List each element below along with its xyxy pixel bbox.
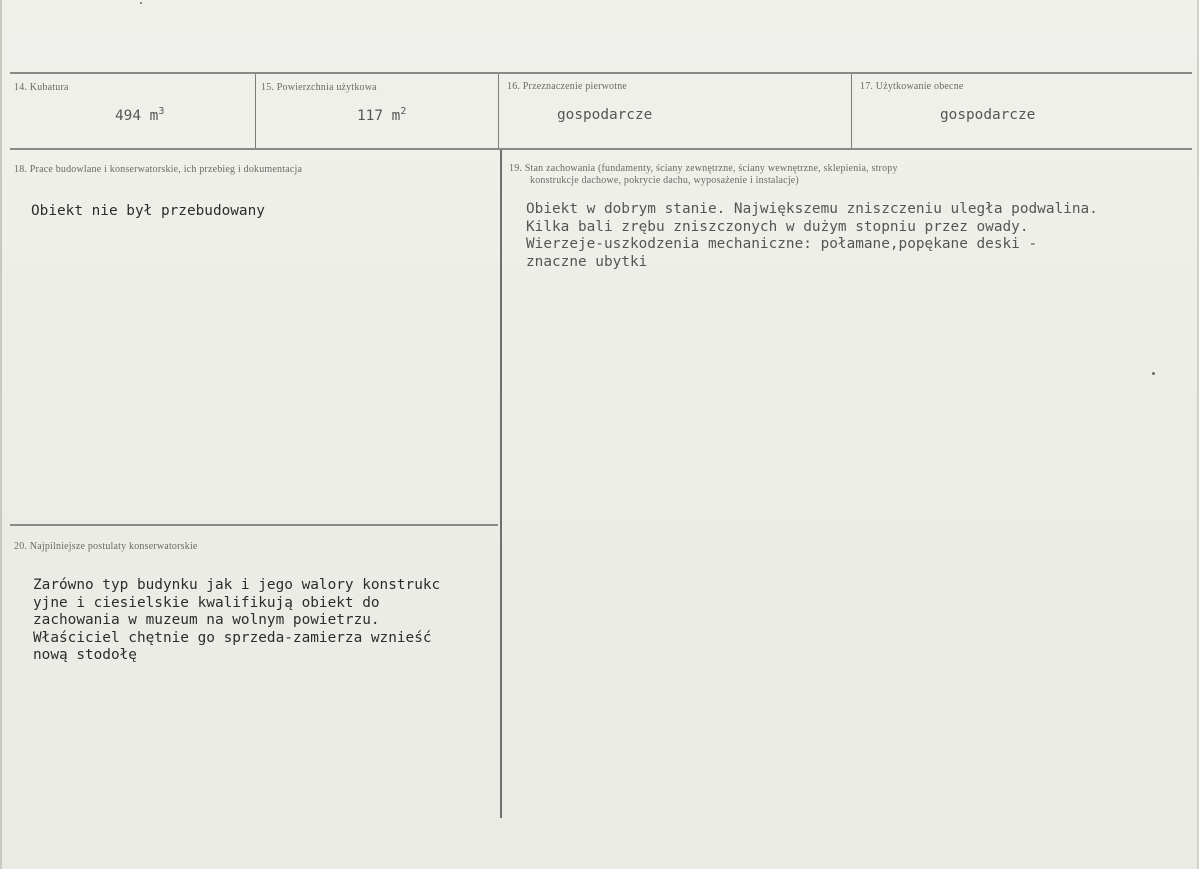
field-19-label: 19. Stan zachowania (fundamenty, ściany zewnętrzne, ściany wewnętrzne, sklepienia, stropy bbox=[509, 163, 898, 174]
field-20-line: yjne i ciesielskie kwalifikują obiekt do bbox=[33, 594, 380, 611]
divider-main bbox=[500, 150, 502, 818]
field-20-line: zachowania w muzeum na wolnym powietrzu. bbox=[33, 612, 380, 628]
field-19-text bbox=[526, 201, 1098, 271]
field-19-line: Kilka bali zrębu zniszczonych w dużym stopniu przez owady. bbox=[526, 218, 1029, 235]
field-20-label: 20. Najpilniejsze postulaty konserwatorskie bbox=[14, 541, 198, 552]
card-left-edge bbox=[0, 0, 2, 869]
divider-15-16 bbox=[498, 74, 499, 148]
field-14-value: 494 $m^3$ bbox=[115, 106, 165, 124]
field-19-line: Wierzeje-uszkodzenia mechaniczne: połamane,popękane deski - bbox=[526, 236, 1038, 252]
field-20-line: Właściciel chętnie go sprzeda-zamierza wznieść bbox=[33, 629, 432, 646]
paper-speck bbox=[1152, 372, 1155, 375]
field-20-text bbox=[33, 577, 440, 665]
field-18-label: 18. Prace budowlane i konserwatorskie, ich przebieg i dokumentacja bbox=[14, 164, 303, 175]
field-20-line: Zarówno typ budynku jak i jego walory konstrukc bbox=[33, 577, 441, 593]
field-15-value: 117 $m^2$ bbox=[357, 106, 407, 124]
rule-top bbox=[10, 72, 1192, 74]
field-15-label: 15. Powierzchnia użytkowa bbox=[261, 82, 377, 93]
field-16-value: gospodarcze bbox=[557, 107, 653, 123]
field-14-label: 14. Kubatura bbox=[14, 82, 69, 93]
field-16-label: 16. Przeznaczenie pierwotne bbox=[507, 81, 628, 92]
field-19-line: Obiekt w dobrym stanie. Największemu zniszczeniu uległa podwalina. bbox=[526, 201, 1098, 217]
divider-16-17 bbox=[851, 74, 852, 148]
rule-row3 bbox=[10, 524, 498, 526]
field-18-text: Obiekt nie był przebudowany bbox=[31, 203, 265, 219]
field-19-label-cont: konstrukcje dachowe, pokrycie dachu, wyposażenie i instalacje) bbox=[530, 175, 799, 186]
field-19-line: znaczne ubytki bbox=[526, 253, 648, 270]
field-17-label: 17. Użytkowanie obecne bbox=[860, 81, 964, 92]
rule-row2 bbox=[10, 148, 1192, 150]
paper-speck bbox=[140, 2, 142, 4]
divider-14-15 bbox=[255, 74, 256, 148]
field-17-value: gospodarcze bbox=[940, 107, 1036, 123]
field-20-line: nową stodołę bbox=[33, 647, 137, 663]
